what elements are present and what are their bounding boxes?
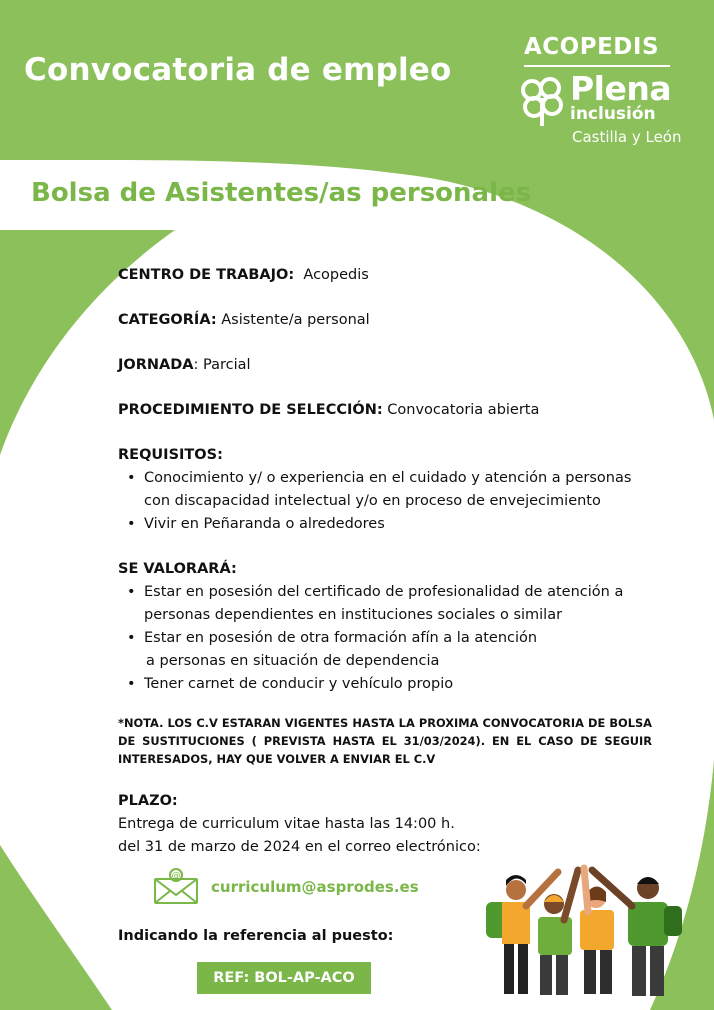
list-item-line: con discapacidad intelectual y/o en proceso de envejecimiento [144,493,601,509]
list-item-line: personas dependientes en instituciones sociales o similar [144,607,563,623]
valorara-title: SE VALORARÁ: [118,561,237,577]
field-value: Asistente/a personal [216,312,370,328]
list-item [118,467,658,513]
organization-logo [516,34,696,154]
logo-inclusion: inclusión [570,104,656,124]
validity-note: *NOTA. LOS C.V ESTARAN VIGENTES HASTA LA PROXIMA CONVOCATORIA DE BOLSA DE SUSTITUCIONES ( PREVISTA HASTA EL 31/03/2024). EN EL CASO DE SEGUIR INTERESADOS, HAY QUE VOLVER A ENVIAR EL C.V [118,716,652,766]
list-item-line: • Tener carnet de conducir y vehículo propio [144,676,454,692]
reference-label: Indicando la referencia al puesto: [118,928,394,944]
team-high-five-illustration [480,862,700,1002]
list-item-line: • Vivir en Peñaranda o alrededores [144,516,385,532]
field-procedimiento [118,399,658,422]
field-value: Convocatoria abierta [382,402,540,418]
requisitos-title: REQUISITOS: [118,447,223,463]
plazo-line: Entrega de curriculum vitae hasta las 14:00 h. [118,816,455,832]
requisitos-list [118,467,658,536]
field-label: CATEGORÍA: [118,312,217,328]
list-item [118,673,658,696]
svg-text:@: @ [171,871,181,881]
email-link[interactable]: curriculum@asprodes.es [211,878,419,896]
list-item-line: • Conocimiento y/ o experiencia en el cuidado y atención a personas [144,470,632,486]
list-item-line: a personas en situación de dependencia [146,653,440,669]
job-details [118,264,658,859]
field-label: CENTRO DE TRABAJO: [118,267,295,283]
list-item-line: • Estar en posesión de otra formación afín a la atención [144,630,538,646]
job-subtitle: Bolsa de Asistentes/as personales [31,178,532,208]
logo-plena: Plena [570,69,672,108]
field-value: : Parcial [193,357,251,373]
field-categoria [118,309,658,332]
field-label: JORNADA [118,357,194,373]
field-value: Acopedis [294,267,369,283]
list-item-line: • Estar en posesión del certificado de profesionalidad de atención a [144,584,624,600]
logo-region: Castilla y León [572,128,682,146]
list-item [118,513,658,536]
plazo-title: PLAZO: [118,793,178,809]
reference-code-badge: REF: BOL-AP-ACO [197,962,371,994]
list-item [118,627,658,673]
field-centro [118,264,658,287]
list-item [118,581,658,627]
page-title: Convocatoria de empleo [24,52,452,88]
field-label: PROCEDIMIENTO DE SELECCIÓN: [118,402,383,418]
valorara-list [118,581,658,696]
field-jornada [118,354,658,377]
email-icon [153,867,199,905]
plazo-line: del 31 de marzo de 2024 en el correo electrónico: [118,839,481,855]
logo-org-name: ACOPEDIS [524,34,660,60]
clover-person-icon [520,76,566,128]
logo-divider [524,65,670,67]
